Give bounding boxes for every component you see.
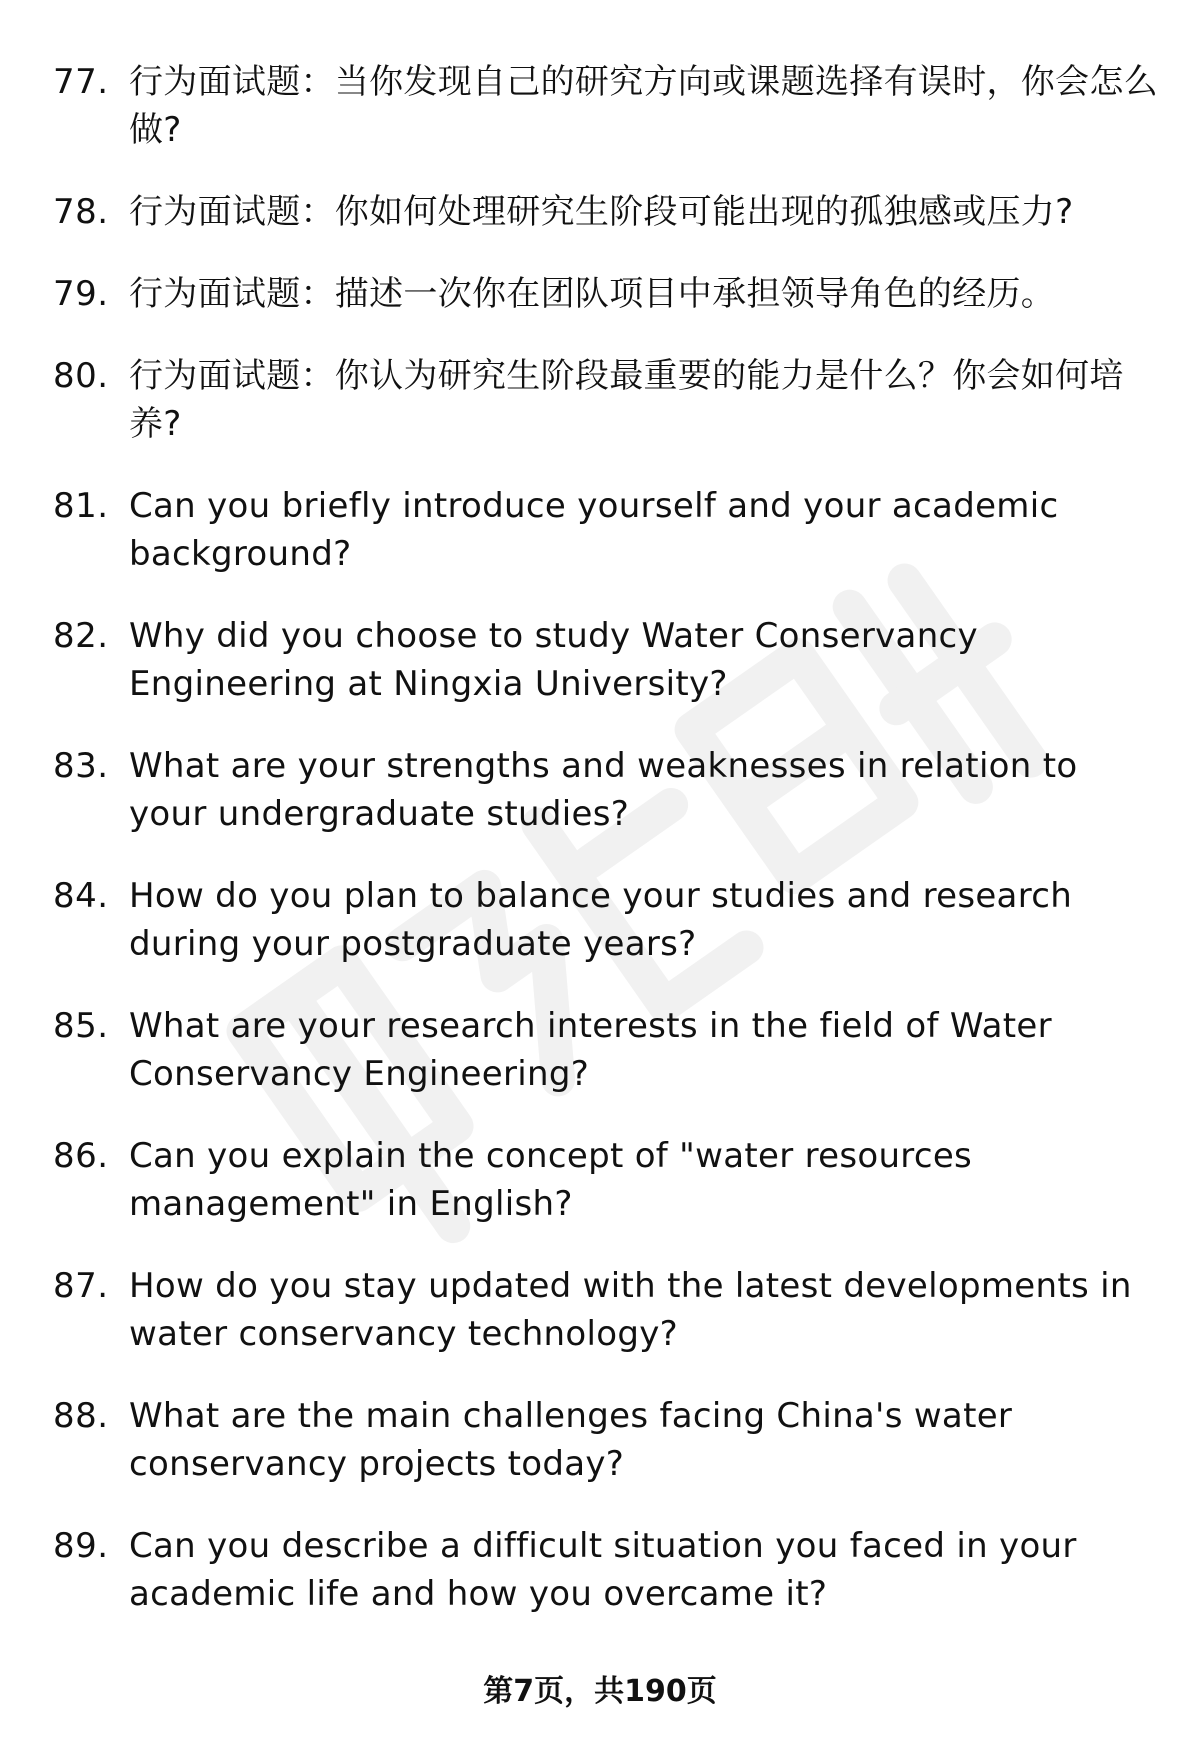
question-text: What are your strengths and weaknesses in relation to your undergraduate studies? <box>129 746 1078 834</box>
question-item <box>53 872 1163 968</box>
question-text: 行为面试题：当你发现自己的研究方向或课题选择有误时，你会怎么做? <box>129 62 1158 150</box>
question-text: 行为面试题：你如何处理研究生阶段可能出现的孤独感或压力? <box>129 192 1074 232</box>
question-text: What are the main challenges facing China's water conservancy projects today? <box>129 1396 1013 1484</box>
question-item <box>53 1392 1163 1488</box>
question-number: 78. <box>53 192 109 232</box>
question-text: 行为面试题：你认为研究生阶段最重要的能力是什么？你会如何培养? <box>129 356 1124 444</box>
question-number: 80. <box>53 356 109 396</box>
question-item <box>53 352 1163 448</box>
question-number: 83. <box>53 746 109 786</box>
question-number: 77. <box>53 62 109 102</box>
question-item <box>53 482 1163 578</box>
question-number: 79. <box>53 274 109 314</box>
question-item <box>53 270 1163 318</box>
question-number: 87. <box>53 1266 109 1306</box>
question-text: What are your research interests in the field of Water Conservancy Engineering? <box>129 1006 1052 1094</box>
question-item <box>53 1002 1163 1098</box>
question-item <box>53 742 1163 838</box>
question-number: 86. <box>53 1136 109 1176</box>
question-text: 行为面试题：描述一次你在团队项目中承担领导角色的经历。 <box>129 274 1056 314</box>
question-text: Why did you choose to study Water Conservancy Engineering at Ningxia University? <box>129 616 978 704</box>
question-number: 85. <box>53 1006 109 1046</box>
question-item <box>53 188 1163 236</box>
question-text: Can you describe a difficult situation you faced in your academic life and how you overcame it? <box>129 1526 1077 1614</box>
question-number: 84. <box>53 876 109 916</box>
question-item <box>53 612 1163 708</box>
question-item <box>53 1262 1163 1358</box>
question-number: 88. <box>53 1396 109 1436</box>
question-item <box>53 1522 1163 1618</box>
question-item <box>53 58 1163 154</box>
question-item <box>53 1132 1163 1228</box>
question-number: 82. <box>53 616 109 656</box>
question-text: Can you briefly introduce yourself and your academic background? <box>129 486 1059 574</box>
question-text: How do you stay updated with the latest developments in water conservancy technology? <box>129 1266 1132 1354</box>
question-text: How do you plan to balance your studies and research during your postgraduate years? <box>129 876 1073 964</box>
question-number: 89. <box>53 1526 109 1566</box>
question-text: Can you explain the concept of "water resources management" in English? <box>129 1136 973 1224</box>
question-number: 81. <box>53 486 109 526</box>
page-number-footer: 第7页，共190页 <box>483 1674 717 1709</box>
question-list <box>53 58 1163 1652</box>
